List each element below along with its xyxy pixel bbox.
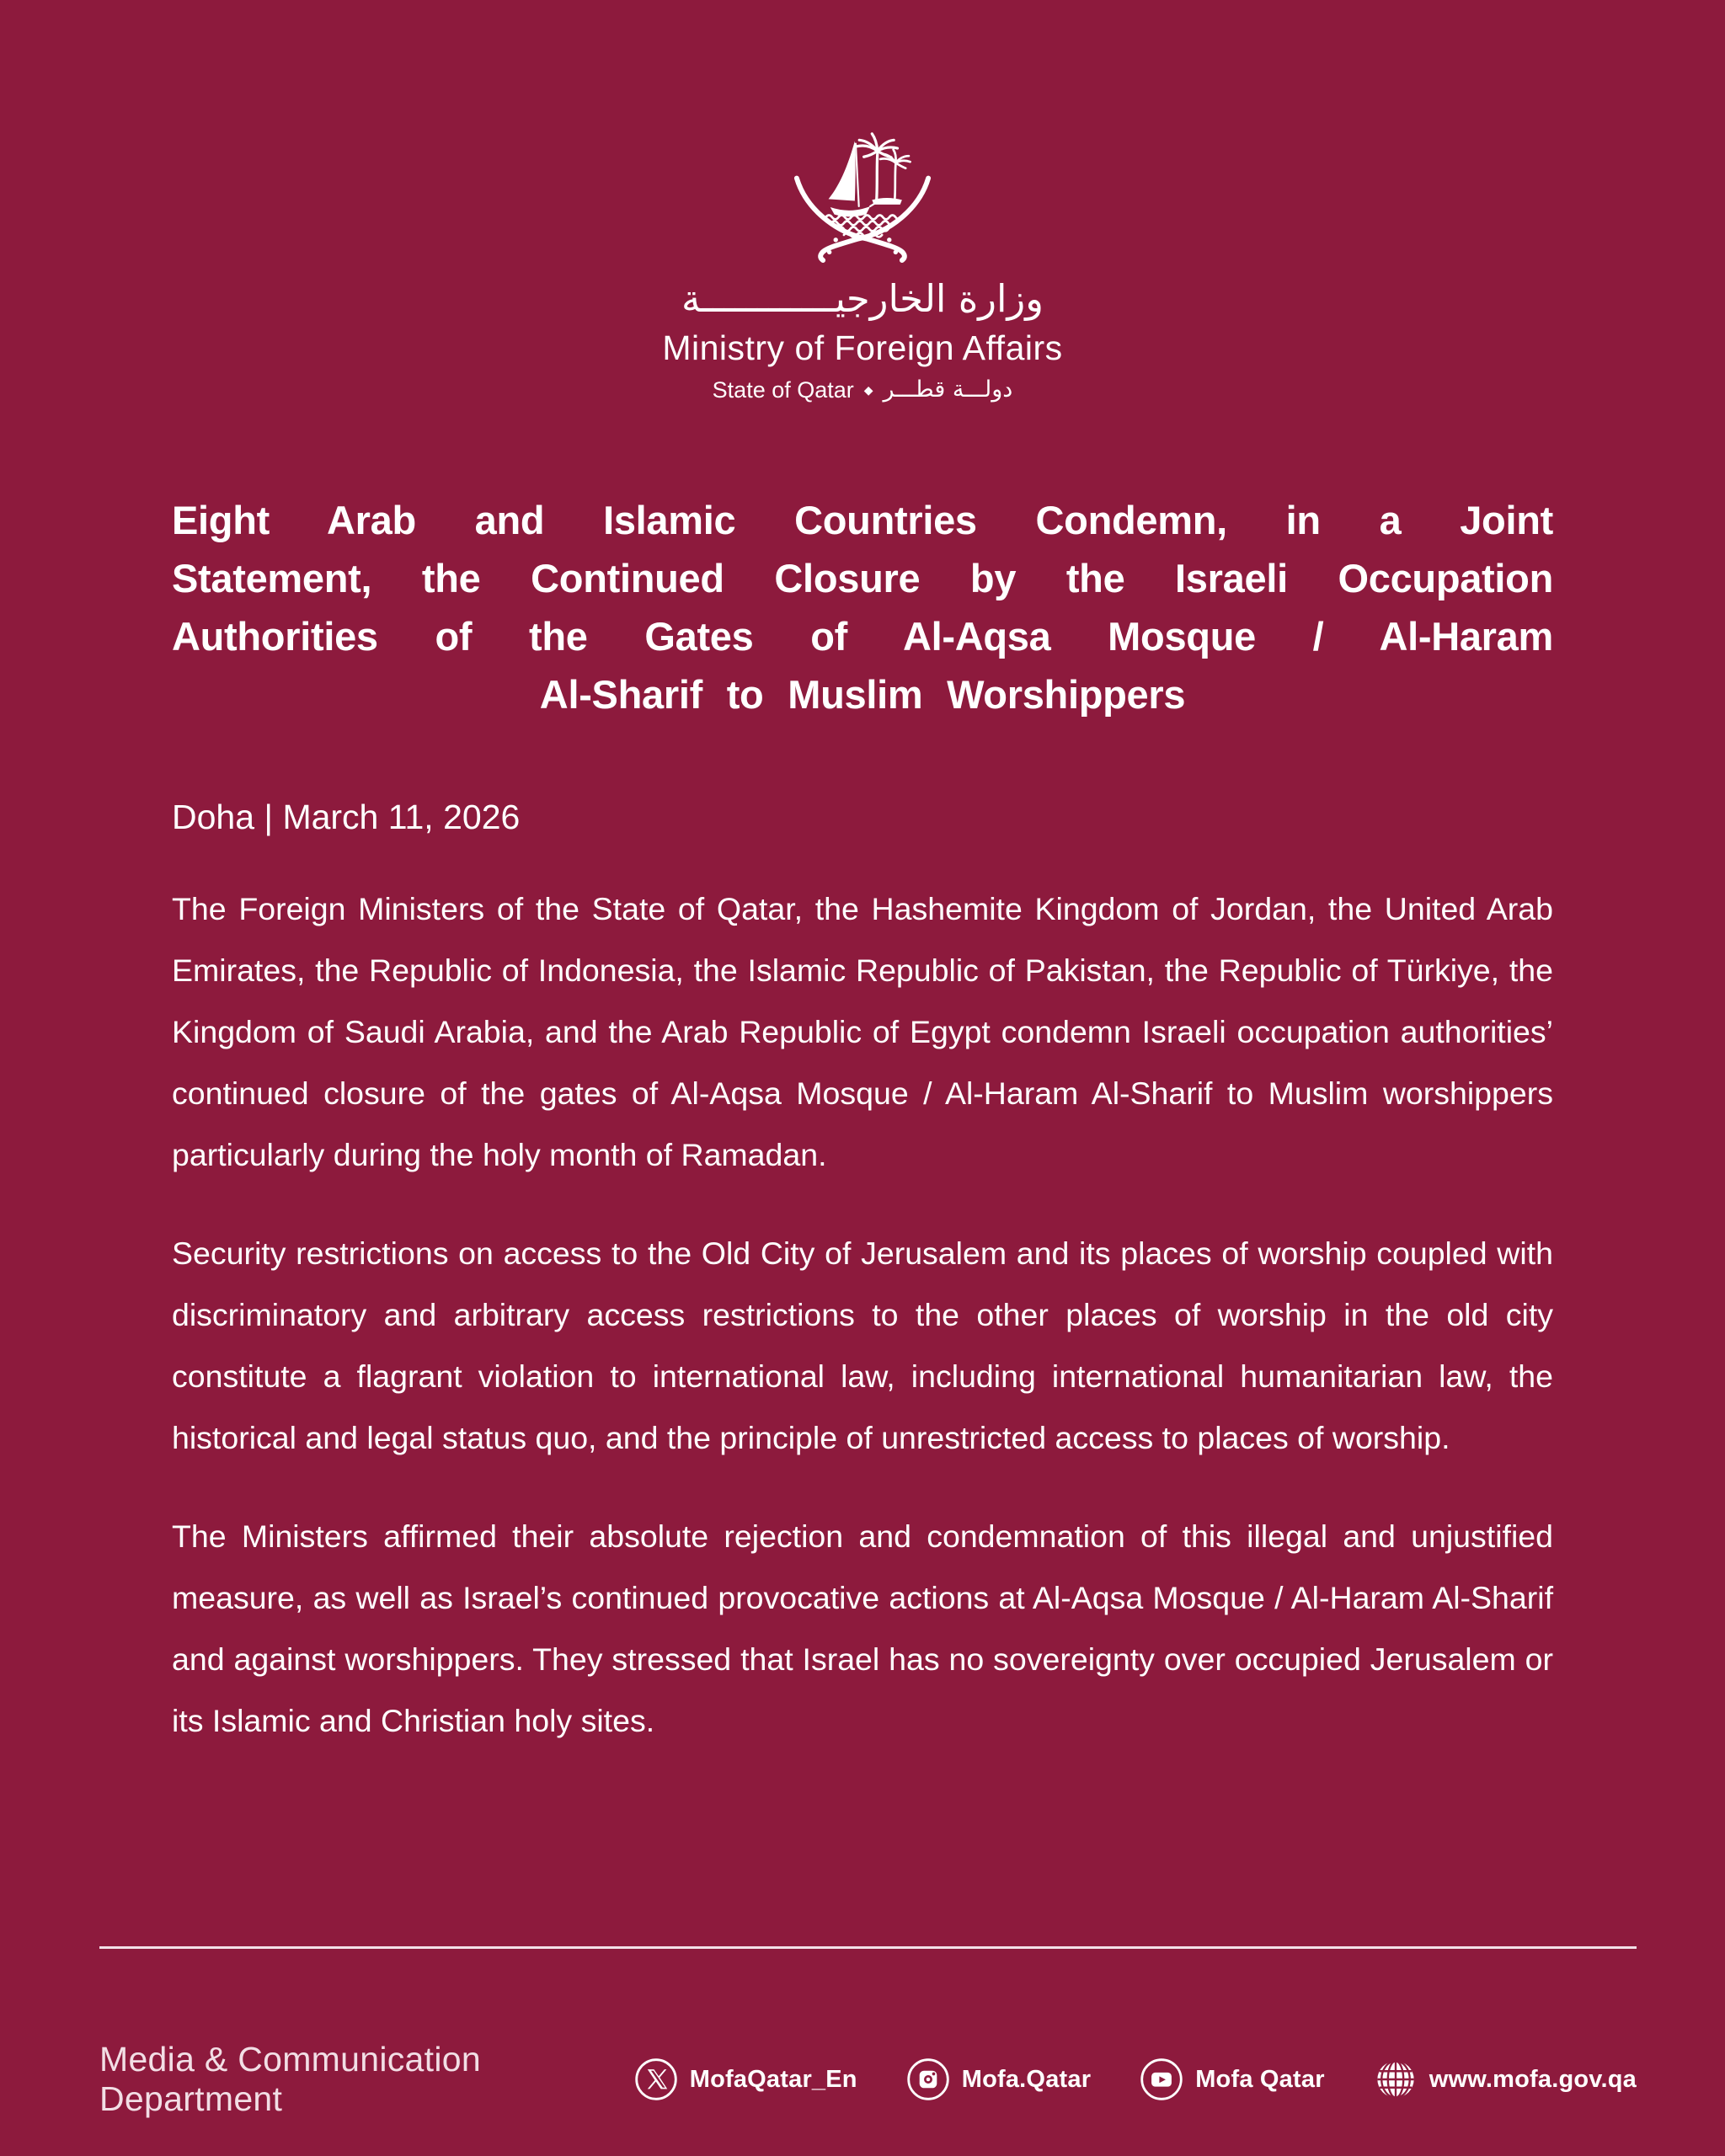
press-title-line-4: Al-Sharif to Muslim Worshippers	[539, 672, 1186, 717]
website-link[interactable]	[1374, 2057, 1637, 2101]
instagram-icon	[906, 2057, 950, 2101]
mofa-logo-block	[0, 0, 1725, 403]
social-youtube-handle: Mofa Qatar	[1195, 2065, 1325, 2093]
statement-paragraph-2: Security restrictions on access to the Old City of Jerusalem and its places of worship coupled with discriminatory and arbitrary access restrictions to the other places of worship in the old city constitute a flagrant violation to international law, including international humanitarian law, the historical and legal status quo, and the principle of unrestricted access to places of worship.	[172, 1235, 1553, 1455]
ministry-name-arabic: وزارة الخارجيــــــــــــة	[681, 276, 1044, 321]
press-title	[172, 491, 1553, 723]
social-link-x[interactable]	[634, 2057, 857, 2101]
press-title-line-2: Statement, the Continued Closure by the Israeli Occupation	[172, 556, 1553, 600]
ministry-name-english: Ministry of Foreign Affairs	[662, 328, 1063, 367]
statement-paragraph-1: The Foreign Ministers of the State of Qatar, the Hashemite Kingdom of Jordan, the United Arab Emirates, the Republic of Indonesia, the Islamic Republic of Pakistan, the Republic of Türkiye, the Kingdom of Saudi Arabia, and the Arab Republic of Egypt condemn Israeli occupation authorities’ continued closure of the gates of Al-Aqsa Mosque / Al-Haram Al-Sharif to Muslim worshippers particularly during the holy month of Ramadan.	[172, 891, 1553, 1172]
statement-content	[172, 491, 1553, 1752]
social-x-handle: MofaQatar_En	[689, 2065, 857, 2093]
social-link-instagram[interactable]	[906, 2057, 1091, 2101]
youtube-icon	[1140, 2057, 1183, 2101]
footer	[99, 1946, 1637, 2119]
globe-icon	[1374, 2057, 1418, 2101]
statement-body	[172, 878, 1553, 1752]
state-tagline	[0, 376, 1725, 403]
tagline-english: State of Qatar	[712, 377, 854, 403]
website-url: www.mofa.gov.qa	[1429, 2065, 1637, 2093]
footer-divider	[99, 1946, 1637, 1949]
social-link-youtube[interactable]	[1140, 2057, 1324, 2101]
social-instagram-handle: Mofa.Qatar	[961, 2065, 1092, 2093]
press-title-line-1: Eight Arab and Islamic Countries Condemn, in a Joint	[172, 498, 1553, 542]
department-label: Media & Communication Department	[99, 2040, 481, 2118]
social-links	[634, 2057, 1637, 2101]
qatar-mofa-emblem-icon	[788, 125, 937, 265]
statement-paragraph-3: The Ministers affirmed their absolute rejection and condemnation of this illegal and unjustified measure, as well as Israel’s continued provocative actions at Al-Aqsa Mosque / Al-Haram Al-Sharif and against worshippers. They stressed that Israel has no sovereignty over occupied Jerusalem or its Islamic and Christian holy sites.	[172, 1518, 1553, 1738]
tagline-diamond-separator: ◆	[863, 383, 873, 397]
tagline-arabic: دولـــة قطـــر	[883, 376, 1013, 403]
press-title-line-3: Authorities of the Gates of Al-Aqsa Mosque / Al-Haram	[172, 614, 1553, 659]
x-icon	[634, 2057, 678, 2101]
dateline: Doha | March 11, 2026	[172, 798, 521, 836]
